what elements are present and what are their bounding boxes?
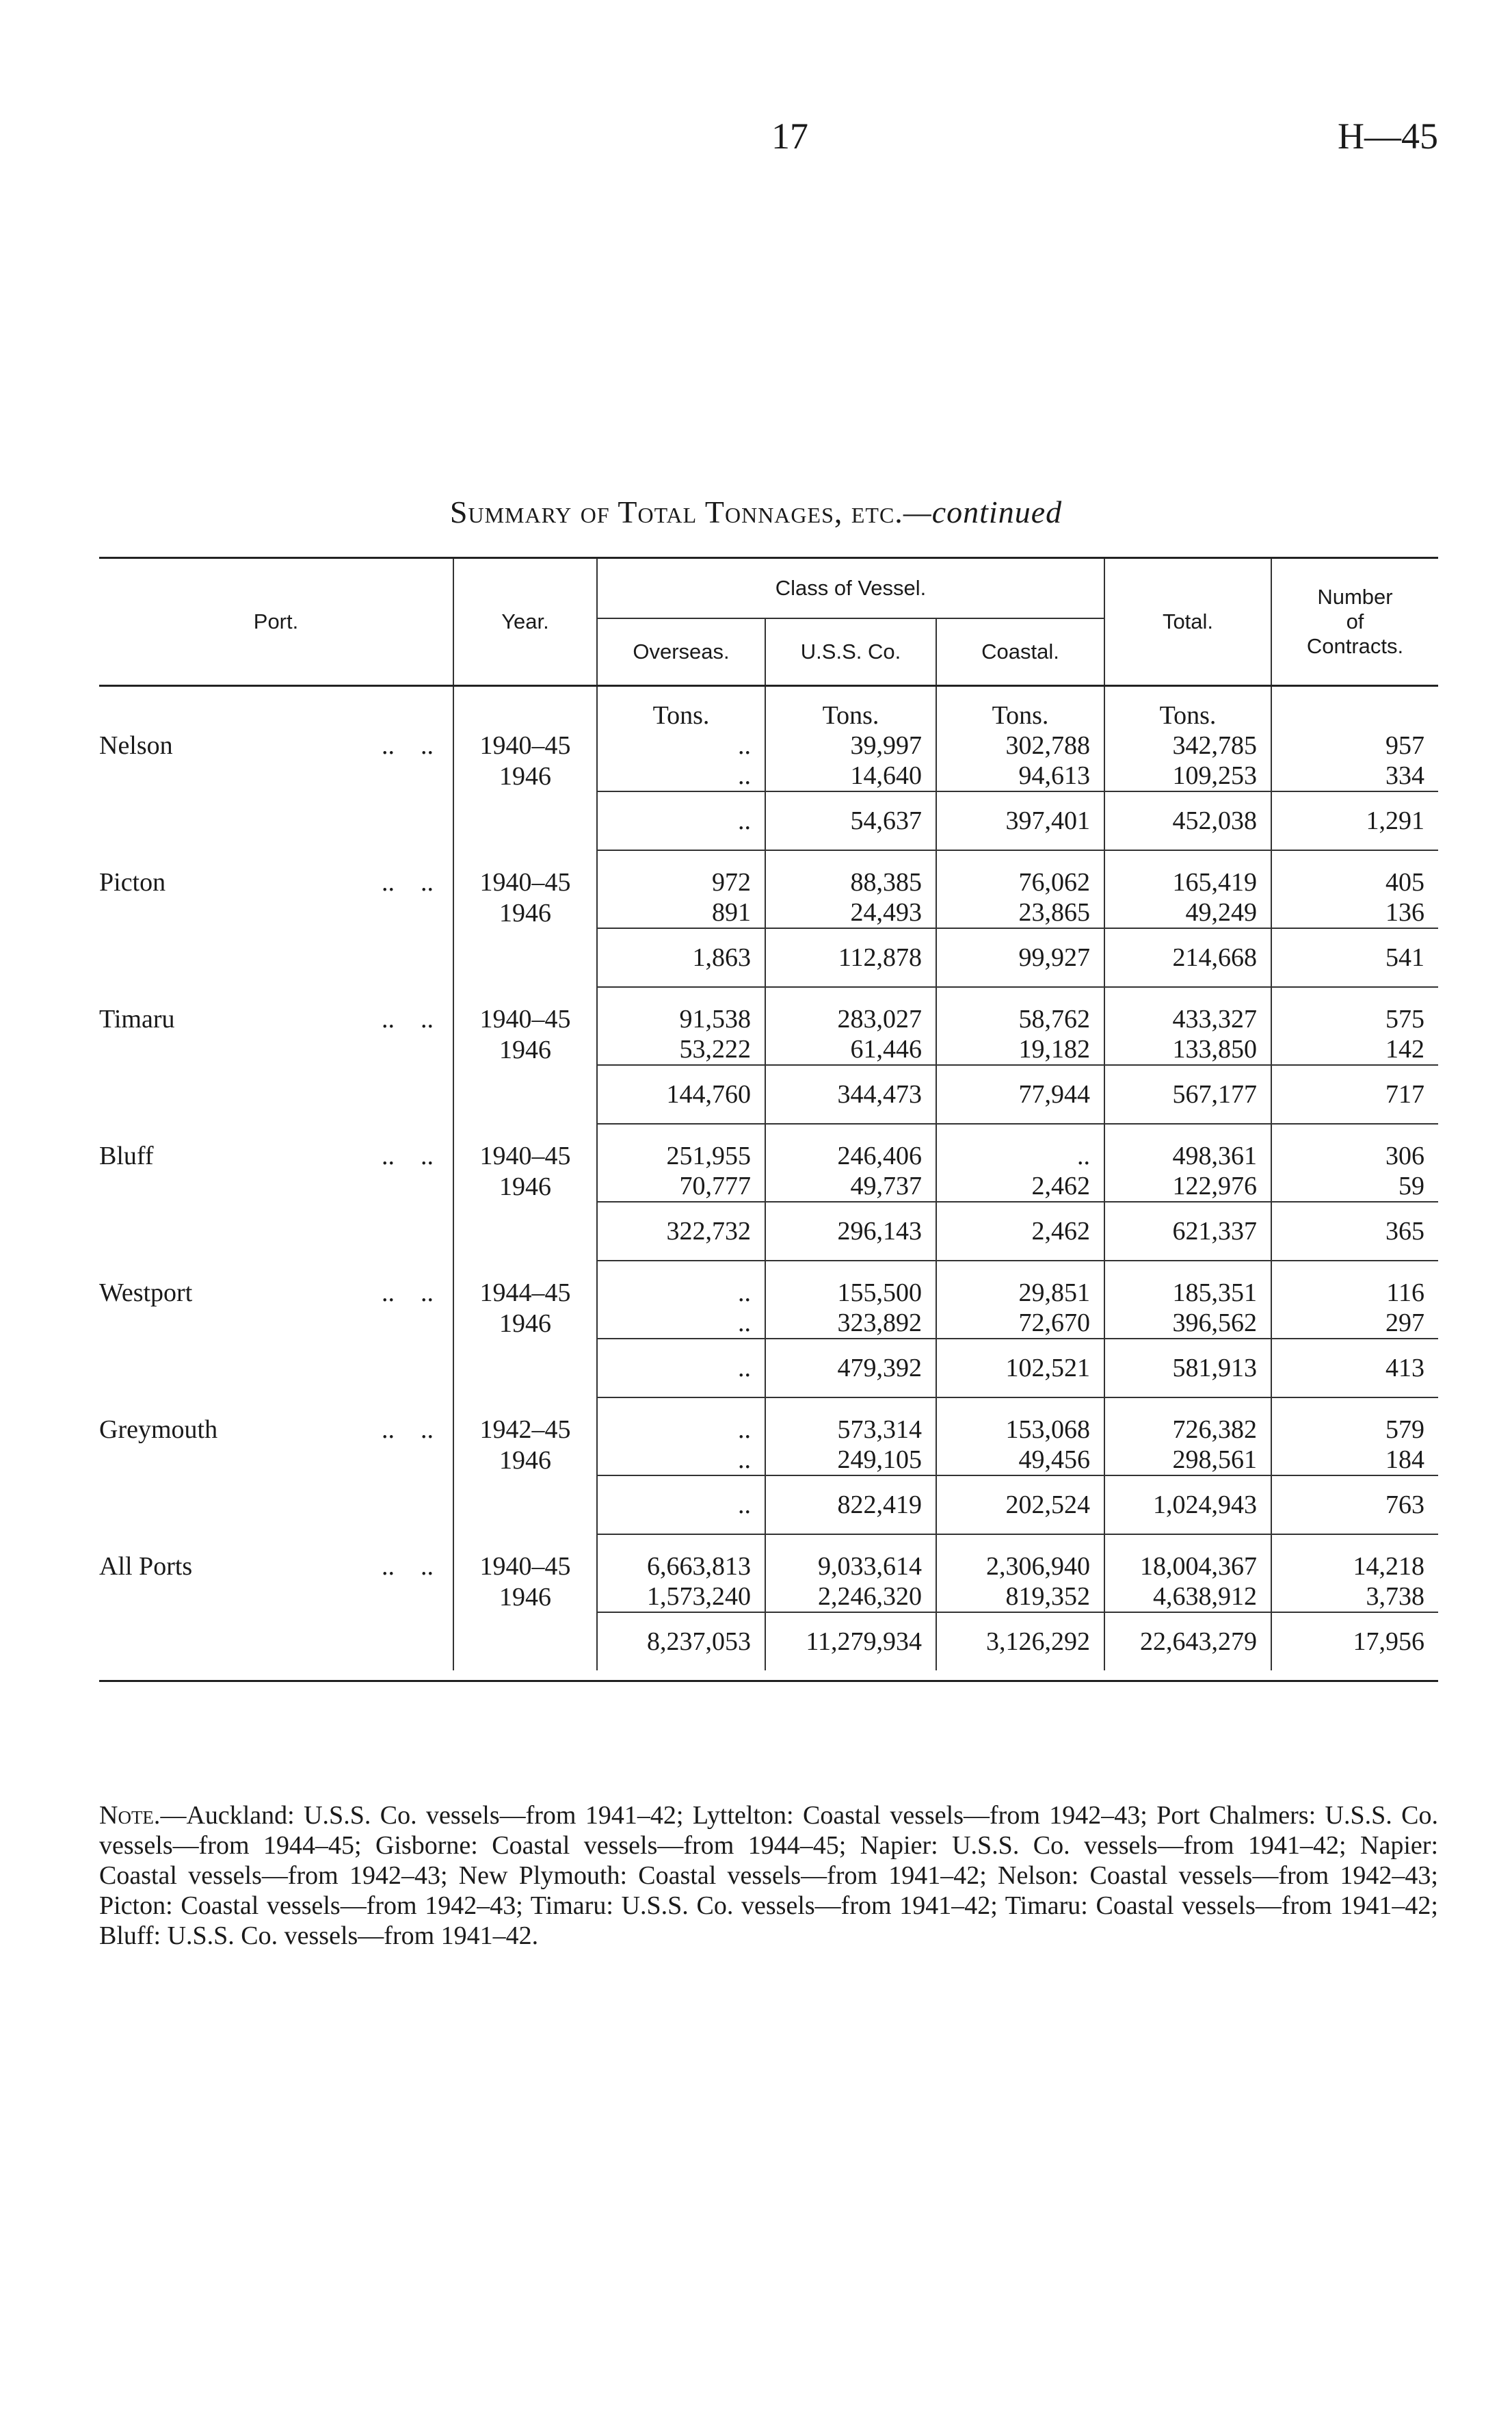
subtotal-coastal: 102,521: [936, 1339, 1104, 1397]
total-cell: 298,561: [1104, 1445, 1271, 1475]
total-cell: 433,327: [1104, 1004, 1271, 1034]
header-class-of-vessel: Class of Vessel.: [597, 558, 1104, 619]
header-year: Year.: [453, 558, 597, 686]
port-name: All Ports: [99, 1552, 193, 1581]
port-cell: [99, 1581, 453, 1612]
coastal-cell: 76,062: [936, 867, 1104, 897]
port-cell: [99, 1278, 453, 1308]
port-cell: [99, 867, 453, 897]
total-cell: 342,785: [1104, 731, 1271, 761]
subtotal-uss-co: 344,473: [765, 1065, 936, 1124]
overseas-cell: 251,955: [597, 1141, 765, 1171]
coastal-cell: 819,352: [936, 1581, 1104, 1612]
port-leaders: .. ..: [382, 1005, 434, 1034]
row-spacer: [99, 1124, 1438, 1141]
total-cell: 185,351: [1104, 1278, 1271, 1308]
subtotal-coastal: 2,462: [936, 1202, 1104, 1261]
table-row: [99, 761, 1438, 791]
subtotal-contracts: 1,291: [1271, 791, 1438, 850]
subtotal-contracts: 717: [1271, 1065, 1438, 1124]
subtotal-overseas: 144,760: [597, 1065, 765, 1124]
subtotal-year-cell: [453, 1475, 597, 1534]
subtotal-total: 452,038: [1104, 791, 1271, 850]
year-cell: 1946: [453, 1034, 597, 1065]
port-leaders: .. ..: [382, 731, 434, 760]
subtotal-coastal: 3,126,292: [936, 1612, 1104, 1670]
subtotal-contracts: 413: [1271, 1339, 1438, 1397]
table-title: [0, 494, 1512, 530]
subtotal-contracts: 17,956: [1271, 1612, 1438, 1670]
tonnage-summary-table: [99, 553, 1438, 1670]
uss-co-cell: 2,246,320: [765, 1581, 936, 1612]
uss-co-cell: 39,997: [765, 731, 936, 761]
subtotal-overseas: 8,237,053: [597, 1612, 765, 1670]
year-cell: 1946: [453, 1581, 597, 1612]
year-cell: 1940–45: [453, 1004, 597, 1034]
total-cell: 4,638,912: [1104, 1581, 1271, 1612]
port-leaders: .. ..: [382, 868, 434, 897]
unit-coastal: Tons.: [936, 700, 1104, 731]
coastal-cell: 2,462: [936, 1171, 1104, 1202]
subtotal-contracts: 365: [1271, 1202, 1438, 1261]
overseas-cell: ..: [597, 1445, 765, 1475]
unit-uss-co: Tons.: [765, 700, 936, 731]
contracts-cell: 405: [1271, 867, 1438, 897]
subtotal-total: 567,177: [1104, 1065, 1271, 1124]
header-overseas: Overseas.: [597, 618, 765, 686]
coastal-cell: 29,851: [936, 1278, 1104, 1308]
subtotal-year-cell: [453, 1202, 597, 1261]
coastal-cell: 94,613: [936, 761, 1104, 791]
uss-co-cell: 246,406: [765, 1141, 936, 1171]
port-name: Timaru: [99, 1005, 175, 1034]
uss-co-cell: 61,446: [765, 1034, 936, 1065]
subtotal-row: [99, 928, 1438, 987]
header-uss-co: U.S.S. Co.: [765, 618, 936, 686]
overseas-cell: ..: [597, 761, 765, 791]
contracts-cell: 184: [1271, 1445, 1438, 1475]
footnote-label: Note.: [99, 1801, 161, 1830]
port-cell: [99, 731, 453, 761]
table-title-continued: —continued: [903, 495, 1063, 529]
contracts-cell: 575: [1271, 1004, 1438, 1034]
table-row: [99, 1308, 1438, 1339]
subtotal-contracts: 541: [1271, 928, 1438, 987]
row-spacer: [99, 1534, 1438, 1551]
subtotal-total: 1,024,943: [1104, 1475, 1271, 1534]
total-cell: 726,382: [1104, 1415, 1271, 1445]
port-cell: [99, 1141, 453, 1171]
contracts-cell: 306: [1271, 1141, 1438, 1171]
coastal-cell: 23,865: [936, 897, 1104, 928]
header-contracts-line-3: Contracts.: [1306, 634, 1404, 658]
coastal-cell: 49,456: [936, 1445, 1104, 1475]
footnote-text: —Auckland: U.S.S. Co. vessels—from 1941–42; Lyttelton: Coastal vessels—from 1942–43; Port Chalmers: U.S.S. Co. vessels—from 1944–45; Gisborne: Coastal vessels—from 1944–45; Napier: U.S.S. Co. vessels—from 1941–42; Napier: Coastal vessels—from 1942–43; New Plymouth: Coastal vessels—from 1941–42; Nelson: Coastal vessels—from 1942–43; Picton: Coastal vessels—from 1942–43; Timaru: U.S.S. Co. vessels—from 1941–42; Timaru: Coastal vessels—from 1941–42; Bluff: U.S.S. Co. vessels—from 1941–42.: [99, 1801, 1438, 1950]
table-row: [99, 1141, 1438, 1171]
overseas-cell: 891: [597, 897, 765, 928]
subtotal-coastal: 77,944: [936, 1065, 1104, 1124]
uss-co-cell: 88,385: [765, 867, 936, 897]
uss-co-cell: 573,314: [765, 1415, 936, 1445]
port-cell: [99, 1445, 453, 1475]
port-cell: [99, 1004, 453, 1034]
port-name: Bluff: [99, 1142, 154, 1170]
subtotal-row: [99, 1612, 1438, 1670]
table-row: [99, 1171, 1438, 1202]
subtotal-row: [99, 1202, 1438, 1261]
port-cell: [99, 1171, 453, 1202]
contracts-cell: 297: [1271, 1308, 1438, 1339]
header-contracts-line-2: of: [1346, 609, 1364, 633]
tonnage-table-wrapper: [99, 553, 1438, 1682]
overseas-cell: ..: [597, 1415, 765, 1445]
subtotal-row: [99, 1339, 1438, 1397]
table-row: [99, 1034, 1438, 1065]
subtotal-port-cell: [99, 928, 453, 987]
subtotal-coastal: 397,401: [936, 791, 1104, 850]
page-number: 17: [771, 116, 808, 157]
coastal-cell: 58,762: [936, 1004, 1104, 1034]
subtotal-overseas: ..: [597, 1339, 765, 1397]
port-cell: [99, 761, 453, 791]
port-cell: [99, 1308, 453, 1339]
overseas-cell: ..: [597, 731, 765, 761]
uss-co-cell: 49,737: [765, 1171, 936, 1202]
coastal-cell: 302,788: [936, 731, 1104, 761]
year-cell: 1940–45: [453, 731, 597, 761]
unit-total: Tons.: [1104, 700, 1271, 731]
uss-co-cell: 283,027: [765, 1004, 936, 1034]
row-spacer: [99, 1261, 1438, 1278]
coastal-cell: ..: [936, 1141, 1104, 1171]
year-cell: 1944–45: [453, 1278, 597, 1308]
year-cell: 1940–45: [453, 867, 597, 897]
port-name: Westport: [99, 1278, 193, 1307]
subtotal-total: 214,668: [1104, 928, 1271, 987]
subtotal-port-cell: [99, 791, 453, 850]
overseas-cell: 1,573,240: [597, 1581, 765, 1612]
overseas-cell: 70,777: [597, 1171, 765, 1202]
subtotal-overseas: ..: [597, 791, 765, 850]
table-body: [99, 700, 1438, 1670]
year-cell: 1940–45: [453, 1551, 597, 1581]
port-cell: [99, 1551, 453, 1581]
row-spacer: [99, 987, 1438, 1004]
subtotal-port-cell: [99, 1475, 453, 1534]
subtotal-coastal: 202,524: [936, 1475, 1104, 1534]
subtotal-total: 581,913: [1104, 1339, 1271, 1397]
coastal-cell: 72,670: [936, 1308, 1104, 1339]
subtotal-total: 621,337: [1104, 1202, 1271, 1261]
subtotal-uss-co: 112,878: [765, 928, 936, 987]
subtotal-uss-co: 54,637: [765, 791, 936, 850]
header-coastal: Coastal.: [936, 618, 1104, 686]
total-cell: 109,253: [1104, 761, 1271, 791]
port-cell: [99, 1415, 453, 1445]
uss-co-cell: 24,493: [765, 897, 936, 928]
subtotal-contracts: 763: [1271, 1475, 1438, 1534]
contracts-cell: 136: [1271, 897, 1438, 928]
port-name: Greymouth: [99, 1415, 218, 1444]
overseas-cell: 6,663,813: [597, 1551, 765, 1581]
contracts-cell: 3,738: [1271, 1581, 1438, 1612]
overseas-cell: ..: [597, 1278, 765, 1308]
table-row: [99, 867, 1438, 897]
year-cell: 1940–45: [453, 1141, 597, 1171]
subtotal-overseas: 1,863: [597, 928, 765, 987]
uss-co-cell: 155,500: [765, 1278, 936, 1308]
uss-co-cell: 249,105: [765, 1445, 936, 1475]
subtotal-row: [99, 1065, 1438, 1124]
year-cell: 1946: [453, 1171, 597, 1202]
total-cell: 396,562: [1104, 1308, 1271, 1339]
header-number-of-contracts: [1271, 558, 1438, 686]
contracts-cell: 957: [1271, 731, 1438, 761]
coastal-cell: 19,182: [936, 1034, 1104, 1065]
subtotal-port-cell: [99, 1612, 453, 1670]
port-leaders: .. ..: [382, 1415, 434, 1444]
coastal-cell: 2,306,940: [936, 1551, 1104, 1581]
subtotal-year-cell: [453, 1065, 597, 1124]
subtotal-overseas: 322,732: [597, 1202, 765, 1261]
contracts-cell: 579: [1271, 1415, 1438, 1445]
total-cell: 18,004,367: [1104, 1551, 1271, 1581]
contracts-cell: 116: [1271, 1278, 1438, 1308]
table-row: [99, 1445, 1438, 1475]
subtotal-uss-co: 479,392: [765, 1339, 936, 1397]
table-row: [99, 1004, 1438, 1034]
overseas-cell: 53,222: [597, 1034, 765, 1065]
total-cell: 133,850: [1104, 1034, 1271, 1065]
year-cell: 1946: [453, 1308, 597, 1339]
table-row: [99, 1581, 1438, 1612]
uss-co-cell: 323,892: [765, 1308, 936, 1339]
uss-co-cell: 9,033,614: [765, 1551, 936, 1581]
port-name: Picton: [99, 868, 166, 897]
port-leaders: .. ..: [382, 1142, 434, 1170]
units-row: [99, 700, 1438, 731]
contracts-cell: 334: [1271, 761, 1438, 791]
year-cell: 1942–45: [453, 1415, 597, 1445]
subtotal-uss-co: 822,419: [765, 1475, 936, 1534]
subtotal-year-cell: [453, 1339, 597, 1397]
subtotal-port-cell: [99, 1339, 453, 1397]
subtotal-total: 22,643,279: [1104, 1612, 1271, 1670]
footnote: [99, 1800, 1438, 1951]
row-spacer: [99, 850, 1438, 867]
subtotal-year-cell: [453, 928, 597, 987]
contracts-cell: 59: [1271, 1171, 1438, 1202]
total-cell: 49,249: [1104, 897, 1271, 928]
subtotal-coastal: 99,927: [936, 928, 1104, 987]
uss-co-cell: 14,640: [765, 761, 936, 791]
year-cell: 1946: [453, 897, 597, 928]
contracts-cell: 14,218: [1271, 1551, 1438, 1581]
table-row: [99, 1278, 1438, 1308]
contracts-cell: 142: [1271, 1034, 1438, 1065]
subtotal-uss-co: 11,279,934: [765, 1612, 936, 1670]
subtotal-uss-co: 296,143: [765, 1202, 936, 1261]
subtotal-port-cell: [99, 1202, 453, 1261]
subtotal-row: [99, 1475, 1438, 1534]
overseas-cell: ..: [597, 1308, 765, 1339]
subtotal-year-cell: [453, 1612, 597, 1670]
unit-overseas: Tons.: [597, 700, 765, 731]
table-row: [99, 1551, 1438, 1581]
port-name: Nelson: [99, 731, 173, 760]
subtotal-overseas: ..: [597, 1475, 765, 1534]
coastal-cell: 153,068: [936, 1415, 1104, 1445]
document-reference: H—45: [1338, 116, 1438, 157]
overseas-cell: 972: [597, 867, 765, 897]
table-row: [99, 1415, 1438, 1445]
port-cell: [99, 1034, 453, 1065]
header-contracts-line-1: Number: [1317, 585, 1393, 609]
year-cell: 1946: [453, 1445, 597, 1475]
table-title-main: Summary of Total Tonnages, etc.: [449, 495, 903, 529]
port-cell: [99, 897, 453, 928]
table-header: [99, 553, 1438, 700]
overseas-cell: 91,538: [597, 1004, 765, 1034]
header-total: Total.: [1104, 558, 1271, 686]
table-row: [99, 731, 1438, 761]
header-port: Port.: [253, 609, 299, 633]
subtotal-row: [99, 791, 1438, 850]
row-spacer: [99, 1397, 1438, 1415]
total-cell: 122,976: [1104, 1171, 1271, 1202]
port-leaders: .. ..: [382, 1278, 434, 1307]
subtotal-port-cell: [99, 1065, 453, 1124]
year-cell: 1946: [453, 761, 597, 791]
table-row: [99, 897, 1438, 928]
subtotal-year-cell: [453, 791, 597, 850]
total-cell: 165,419: [1104, 867, 1271, 897]
total-cell: 498,361: [1104, 1141, 1271, 1171]
port-leaders: .. ..: [382, 1552, 434, 1581]
table-end-rule: [99, 1680, 1438, 1682]
